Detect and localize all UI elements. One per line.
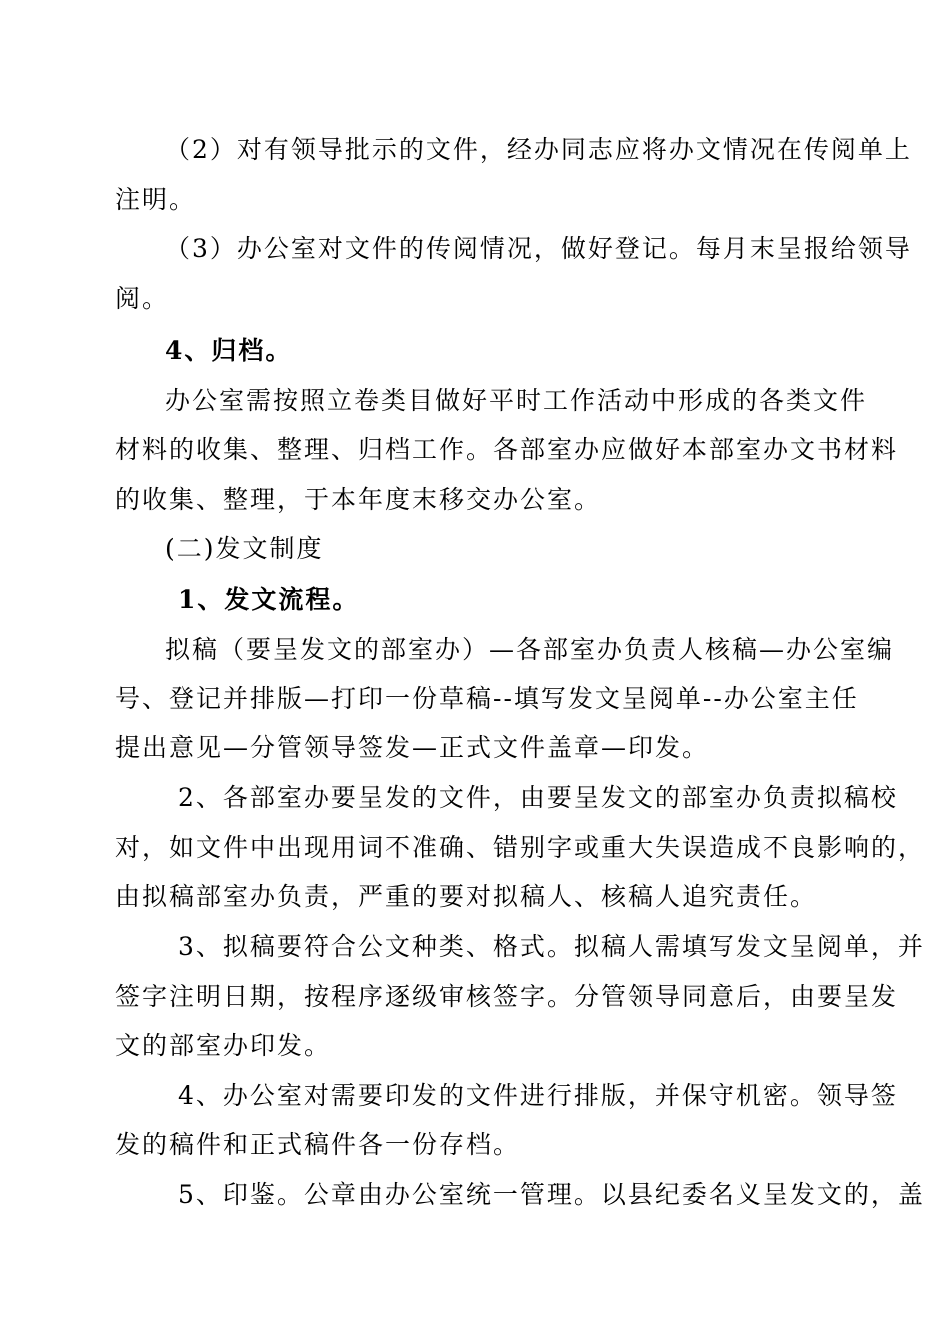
section-heading: (二)发文制度 — [165, 534, 324, 563]
text-line: （2）对有领导批示的文件，经办同志应将办文情况在传阅单上 — [165, 135, 912, 164]
text-line: 阅。 — [115, 284, 170, 313]
text-line: 由拟稿部室办负责，严重的要对拟稿人、核稿人追究责任。 — [115, 882, 818, 911]
text-line: 2、各部室办要呈发的文件，由要呈发文的部室办负责拟稿校 — [178, 783, 898, 812]
text-line: 3、拟稿要符合公文种类、格式。拟稿人需填写发文呈阅单，并 — [178, 932, 925, 961]
text-line: 办公室需按照立卷类目做好平时工作活动中形成的各类文件 — [165, 386, 868, 415]
text-line: 发的稿件和正式稿件各一份存档。 — [115, 1130, 521, 1159]
text-line: 拟稿（要呈发文的部室办）—各部室办负责人核稿—办公室编 — [165, 635, 895, 664]
text-line: 签字注明日期，按程序逐级审核签字。分管领导同意后，由要呈发 — [115, 982, 899, 1011]
section-heading: 1、发文流程。 — [178, 585, 360, 614]
text-line: 文的部室办印发。 — [115, 1031, 332, 1060]
text-line: （3）办公室对文件的传阅情况，做好登记。每月末呈报给领导 — [165, 234, 912, 263]
text-line: 4、办公室对需要印发的文件进行排版，并保守机密。领导签 — [178, 1081, 898, 1110]
text-line: 对，如文件中出现用词不准确、错别字或重大失误造成不良影响的， — [115, 833, 926, 862]
text-line: 注明。 — [115, 185, 197, 214]
text-line: 的收集、整理，于本年度末移交办公室。 — [115, 485, 602, 514]
text-line: 材料的收集、整理、归档工作。各部室办应做好本部室办文书材料 — [115, 435, 899, 464]
section-heading: 4、归档。 — [165, 336, 293, 365]
text-line: 号、登记并排版—打印一份草稿--填写发文呈阅单--办公室主任 — [115, 684, 859, 713]
text-line: 提出意见—分管领导签发—正式文件盖章—印发。 — [115, 733, 710, 762]
text-line: 5、印鉴。公章由办公室统一管理。以县纪委名义呈发文的，盖 — [178, 1180, 925, 1209]
